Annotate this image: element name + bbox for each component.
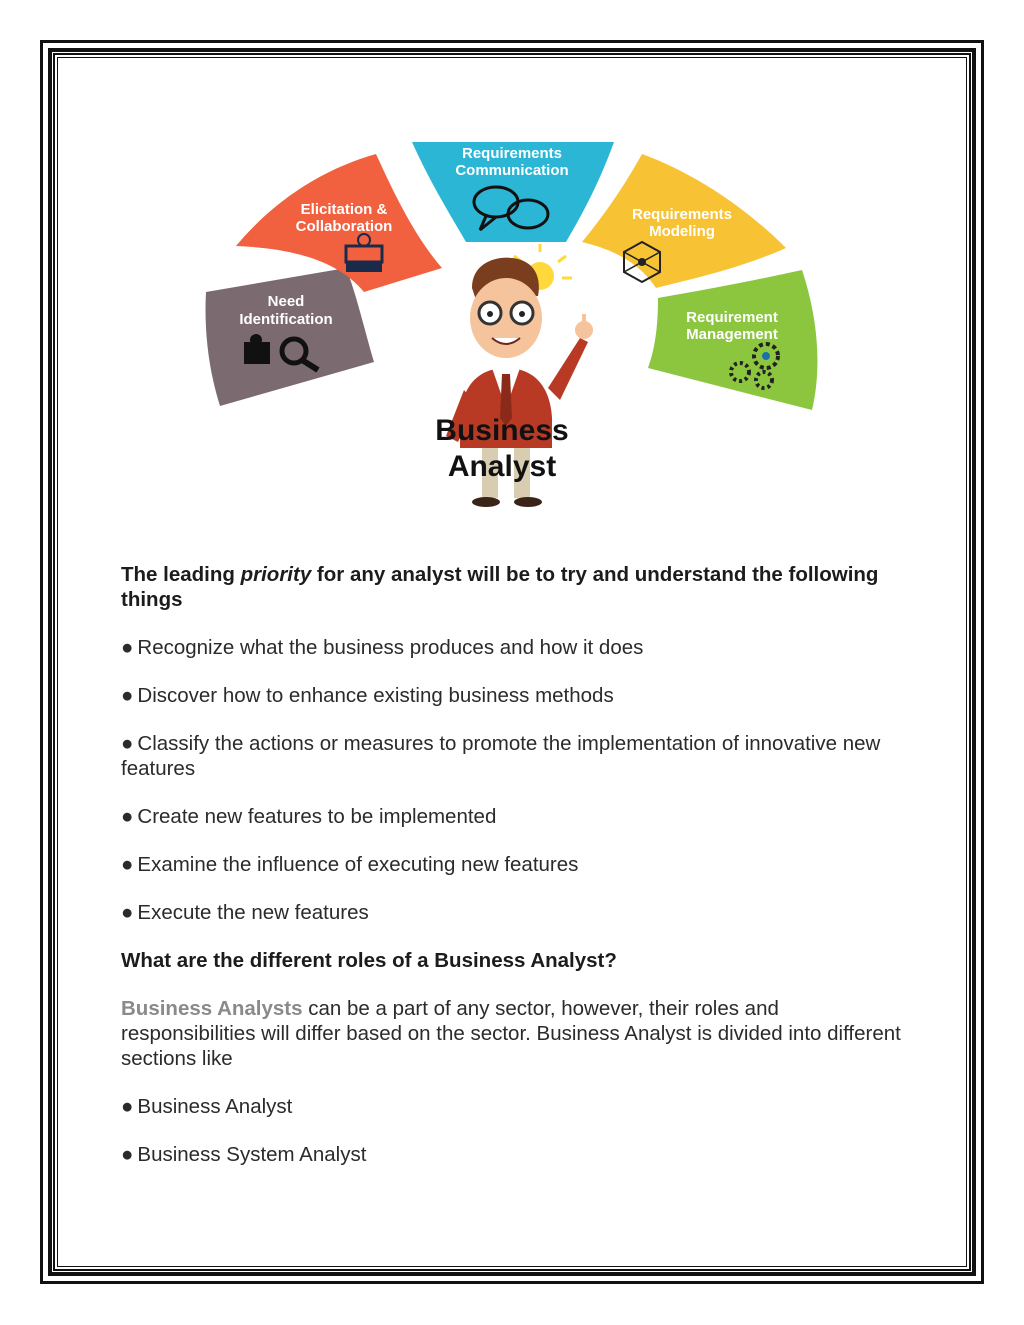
segment-modeling-line1: Requirements bbox=[631, 206, 733, 223]
bullet-icon: ● bbox=[121, 1095, 134, 1118]
segment-requirements-communication bbox=[412, 142, 614, 242]
list-item bbox=[121, 1142, 901, 1167]
intro-paragraph bbox=[121, 562, 901, 612]
bullet-icon: ● bbox=[121, 684, 134, 707]
list-item bbox=[121, 900, 901, 925]
list-item bbox=[121, 635, 901, 660]
list-item-text: Execute the new features bbox=[137, 901, 369, 924]
segment-communication-line1: Requirements bbox=[461, 145, 563, 162]
list-item bbox=[121, 804, 901, 829]
bullet-icon: ● bbox=[121, 853, 134, 876]
roles-paragraph-text: can be a part of any sector, however, their roles and responsibilities will differ based on the sector. Business Analyst is divided into different sections like bbox=[121, 997, 901, 1070]
segment-modeling-line2: Modeling bbox=[649, 223, 715, 240]
segment-need-line2: Identification bbox=[239, 311, 333, 328]
business-analyst-diagram bbox=[196, 118, 828, 518]
section-heading: What are the different roles of a Business Analyst? bbox=[121, 949, 617, 972]
list-item-text: Examine the influence of executing new features bbox=[137, 853, 579, 876]
segment-elicitation-line1: Elicitation & bbox=[300, 201, 388, 218]
segment-communication-line2: Communication bbox=[455, 162, 569, 179]
bullet-icon: ● bbox=[121, 901, 134, 924]
list-item bbox=[121, 852, 901, 877]
list-item-text: Business Analyst bbox=[137, 1095, 293, 1118]
list-item-text: Create new features to be implemented bbox=[137, 805, 497, 828]
segment-need-identification bbox=[206, 268, 374, 406]
segment-elicitation-line2: Collaboration bbox=[295, 218, 393, 235]
segment-requirements-modeling bbox=[582, 154, 786, 288]
intro-emphasis: priority bbox=[240, 563, 312, 586]
segment-need-line1: Need bbox=[267, 293, 305, 310]
intro-part2: for any analyst will be to try and understand the following things bbox=[121, 563, 879, 611]
article-body bbox=[121, 562, 901, 1190]
roles-paragraph bbox=[121, 996, 901, 1071]
list-item bbox=[121, 683, 901, 708]
list-item-text: Business System Analyst bbox=[137, 1143, 367, 1166]
list-item-text: Discover how to enhance existing business methods bbox=[137, 684, 614, 707]
bullet-icon: ● bbox=[121, 1143, 134, 1166]
diagram-title-line1: Business bbox=[435, 414, 569, 447]
list-item-text: Recognize what the business produces and how it does bbox=[137, 636, 644, 659]
bullet-icon: ● bbox=[121, 732, 134, 755]
list-item bbox=[121, 1094, 901, 1119]
segment-management-line1: Requirement bbox=[686, 309, 778, 326]
intro-part1: The leading bbox=[121, 563, 241, 586]
bullet-icon: ● bbox=[121, 636, 134, 659]
business-analysts-link[interactable]: Business Analysts bbox=[121, 997, 303, 1020]
segment-requirement-management bbox=[648, 270, 817, 410]
bullet-icon: ● bbox=[121, 805, 134, 828]
list-item-text: Classify the actions or measures to promote the implementation of innovative new features bbox=[121, 732, 881, 780]
diagram-title-line2: Analyst bbox=[447, 450, 557, 483]
segment-management-line2: Management bbox=[686, 326, 778, 343]
list-item bbox=[121, 731, 901, 781]
